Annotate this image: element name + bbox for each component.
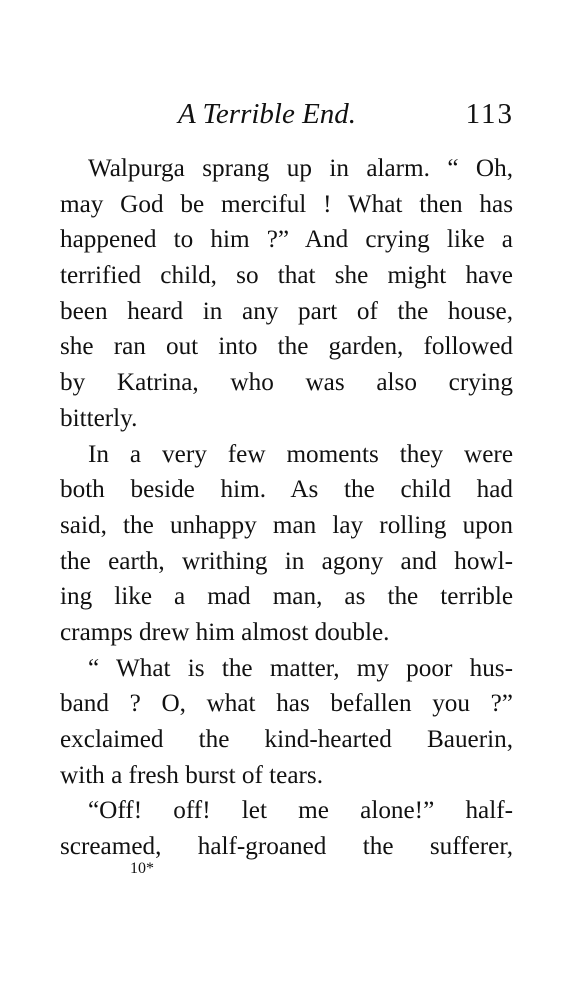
paragraph-3 (60, 651, 513, 794)
text-line: exclaimed the kind-hearted Bauerin, (60, 726, 513, 753)
text-line: both beside him. As the child had (60, 476, 513, 504)
text-line: band ? O, what has befallen you ?” (60, 690, 513, 718)
text-line: she ran out into the garden, followed (60, 333, 513, 361)
text-line: by Katrina, who was also crying (60, 369, 513, 397)
signature-mark: 10* (130, 860, 154, 877)
text-line: said, the unhappy man lay rolling upon (60, 511, 513, 539)
page-number: 113 (465, 98, 514, 130)
text-line: with a fresh burst of tears. (60, 761, 323, 789)
text-line: been heard in any part of the house, (60, 297, 513, 325)
text-line: “ What is the matter, my poor hus- (88, 654, 513, 682)
text-line: “Off! off! let me alone!” half- (88, 797, 513, 825)
body-text (60, 151, 513, 865)
paragraph-1 (60, 151, 513, 437)
text-line: terrified child, so that she might have (60, 262, 513, 290)
text-line: cramps drew him almost double. (60, 618, 390, 646)
text-line: In a very few moments they were (88, 440, 513, 468)
paragraph-4 (60, 793, 513, 864)
text-line: may God be merciful ! What then has (60, 190, 513, 218)
text-line: Walpurga sprang up in alarm. “ Oh, (88, 155, 513, 182)
chapter-title: A Terrible End. (178, 98, 357, 130)
running-head (60, 98, 516, 138)
text-line: screamed, half-groaned the sufferer, (60, 833, 513, 861)
text-line: bitterly. (60, 404, 138, 432)
text-line: ing like a mad man, as the terrible (60, 583, 513, 611)
paragraph-2 (60, 437, 513, 651)
text-line: happened to him ?” And crying like a (60, 226, 513, 254)
text-line: the earth, writhing in agony and howl- (60, 547, 513, 575)
